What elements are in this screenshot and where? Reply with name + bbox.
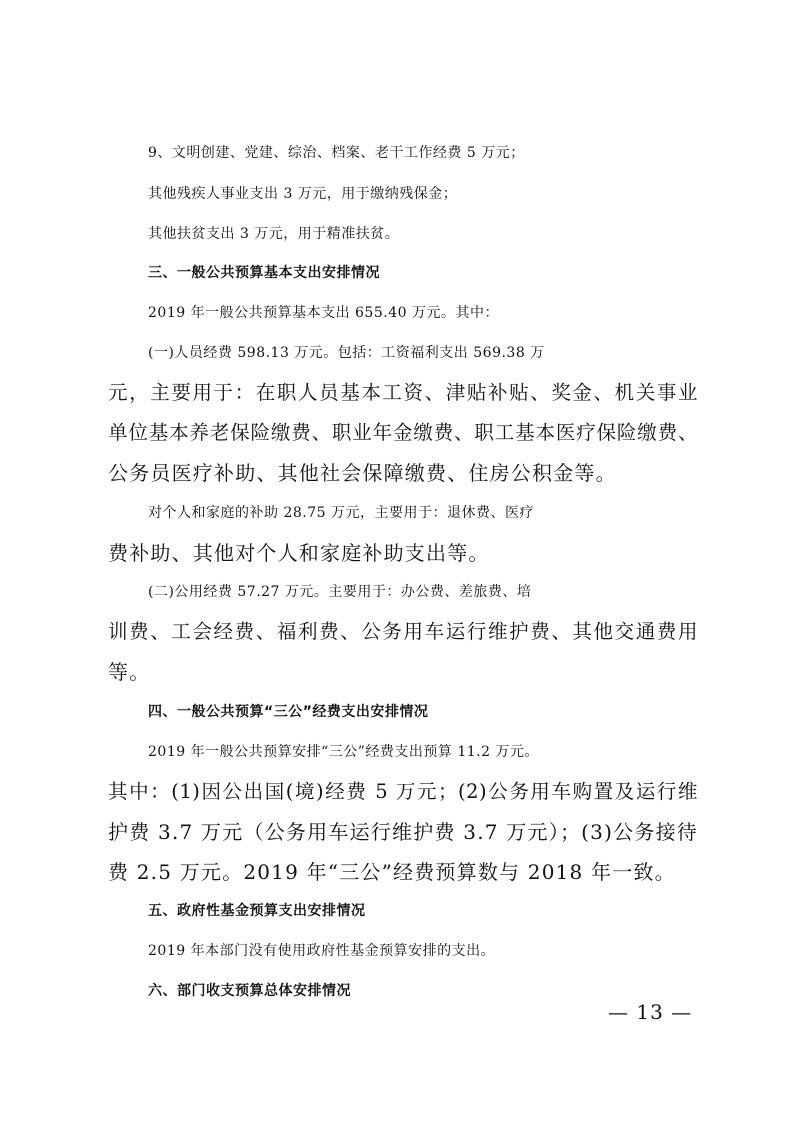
paragraph-line: 2019 年一般公共预算安排“三公”经费支出预算 11.2 万元。: [148, 744, 539, 760]
page-number: — 13 —: [608, 1000, 693, 1024]
paragraph-line: (二)公用经费 57.27 万元。主要用于：办公费、差旅费、培: [148, 584, 532, 600]
paragraph-line: 费补助、其他对个人和家庭补助支出等。: [108, 541, 490, 565]
paragraph-line: 2019 年一般公共预算基本支出 655.40 万元。其中：: [148, 305, 499, 321]
paragraph-line: 对个人和家庭的补助 28.75 万元，主要用于：退休费、医疗: [148, 505, 534, 521]
paragraph-line: 元，主要用于：在职人员基本工资、津贴补贴、奖金、机关事业: [108, 381, 698, 404]
paragraph-line: 单位基本养老保险缴费、职业年金缴费、职工基本医疗保险缴费、: [108, 421, 698, 444]
paragraph-line: 公务员医疗补助、其他社会保障缴费、住房公积金等。: [108, 461, 617, 485]
paragraph-line: 费 2.5 万元。2019 年“三公”经费预算数与 2018 年一致。: [108, 860, 676, 884]
paragraph-line: 其他残疾人事业支出 3 万元，用于缴纳残保金；: [148, 186, 458, 202]
paragraph-line: 其中：(1)因公出国(境)经费 5 万元；(2)公务用车购置及运行维: [108, 780, 698, 803]
paragraph-line: 训费、工会经费、福利费、公务用车运行维护费、其他交通费用: [108, 620, 698, 643]
section-heading: 五、政府性基金预算支出安排情况: [148, 903, 366, 919]
section-heading: 四、一般公共预算“三公”经费支出安排情况: [148, 704, 429, 720]
paragraph-line: 9、文明创建、党建、综治、档案、老干工作经费 5 万元；: [148, 145, 525, 161]
paragraph-line: 2019 年本部门没有使用政府性基金预算安排的支出。: [148, 943, 496, 959]
paragraph-line: 等。: [108, 660, 151, 684]
section-heading: 六、部门收支预算总体安排情况: [148, 983, 351, 999]
section-heading: 三、一般公共预算基本支出安排情况: [148, 265, 380, 281]
paragraph-line: 其他扶贫支出 3 万元，用于精准扶贫。: [148, 226, 400, 242]
paragraph-line: 护费 3.7 万元（公务用车运行维护费 3.7 万元）；(3)公务接待: [108, 820, 698, 844]
paragraph-line: (一)人员经费 598.13 万元。包括：工资福利支出 569.38 万: [148, 345, 545, 361]
